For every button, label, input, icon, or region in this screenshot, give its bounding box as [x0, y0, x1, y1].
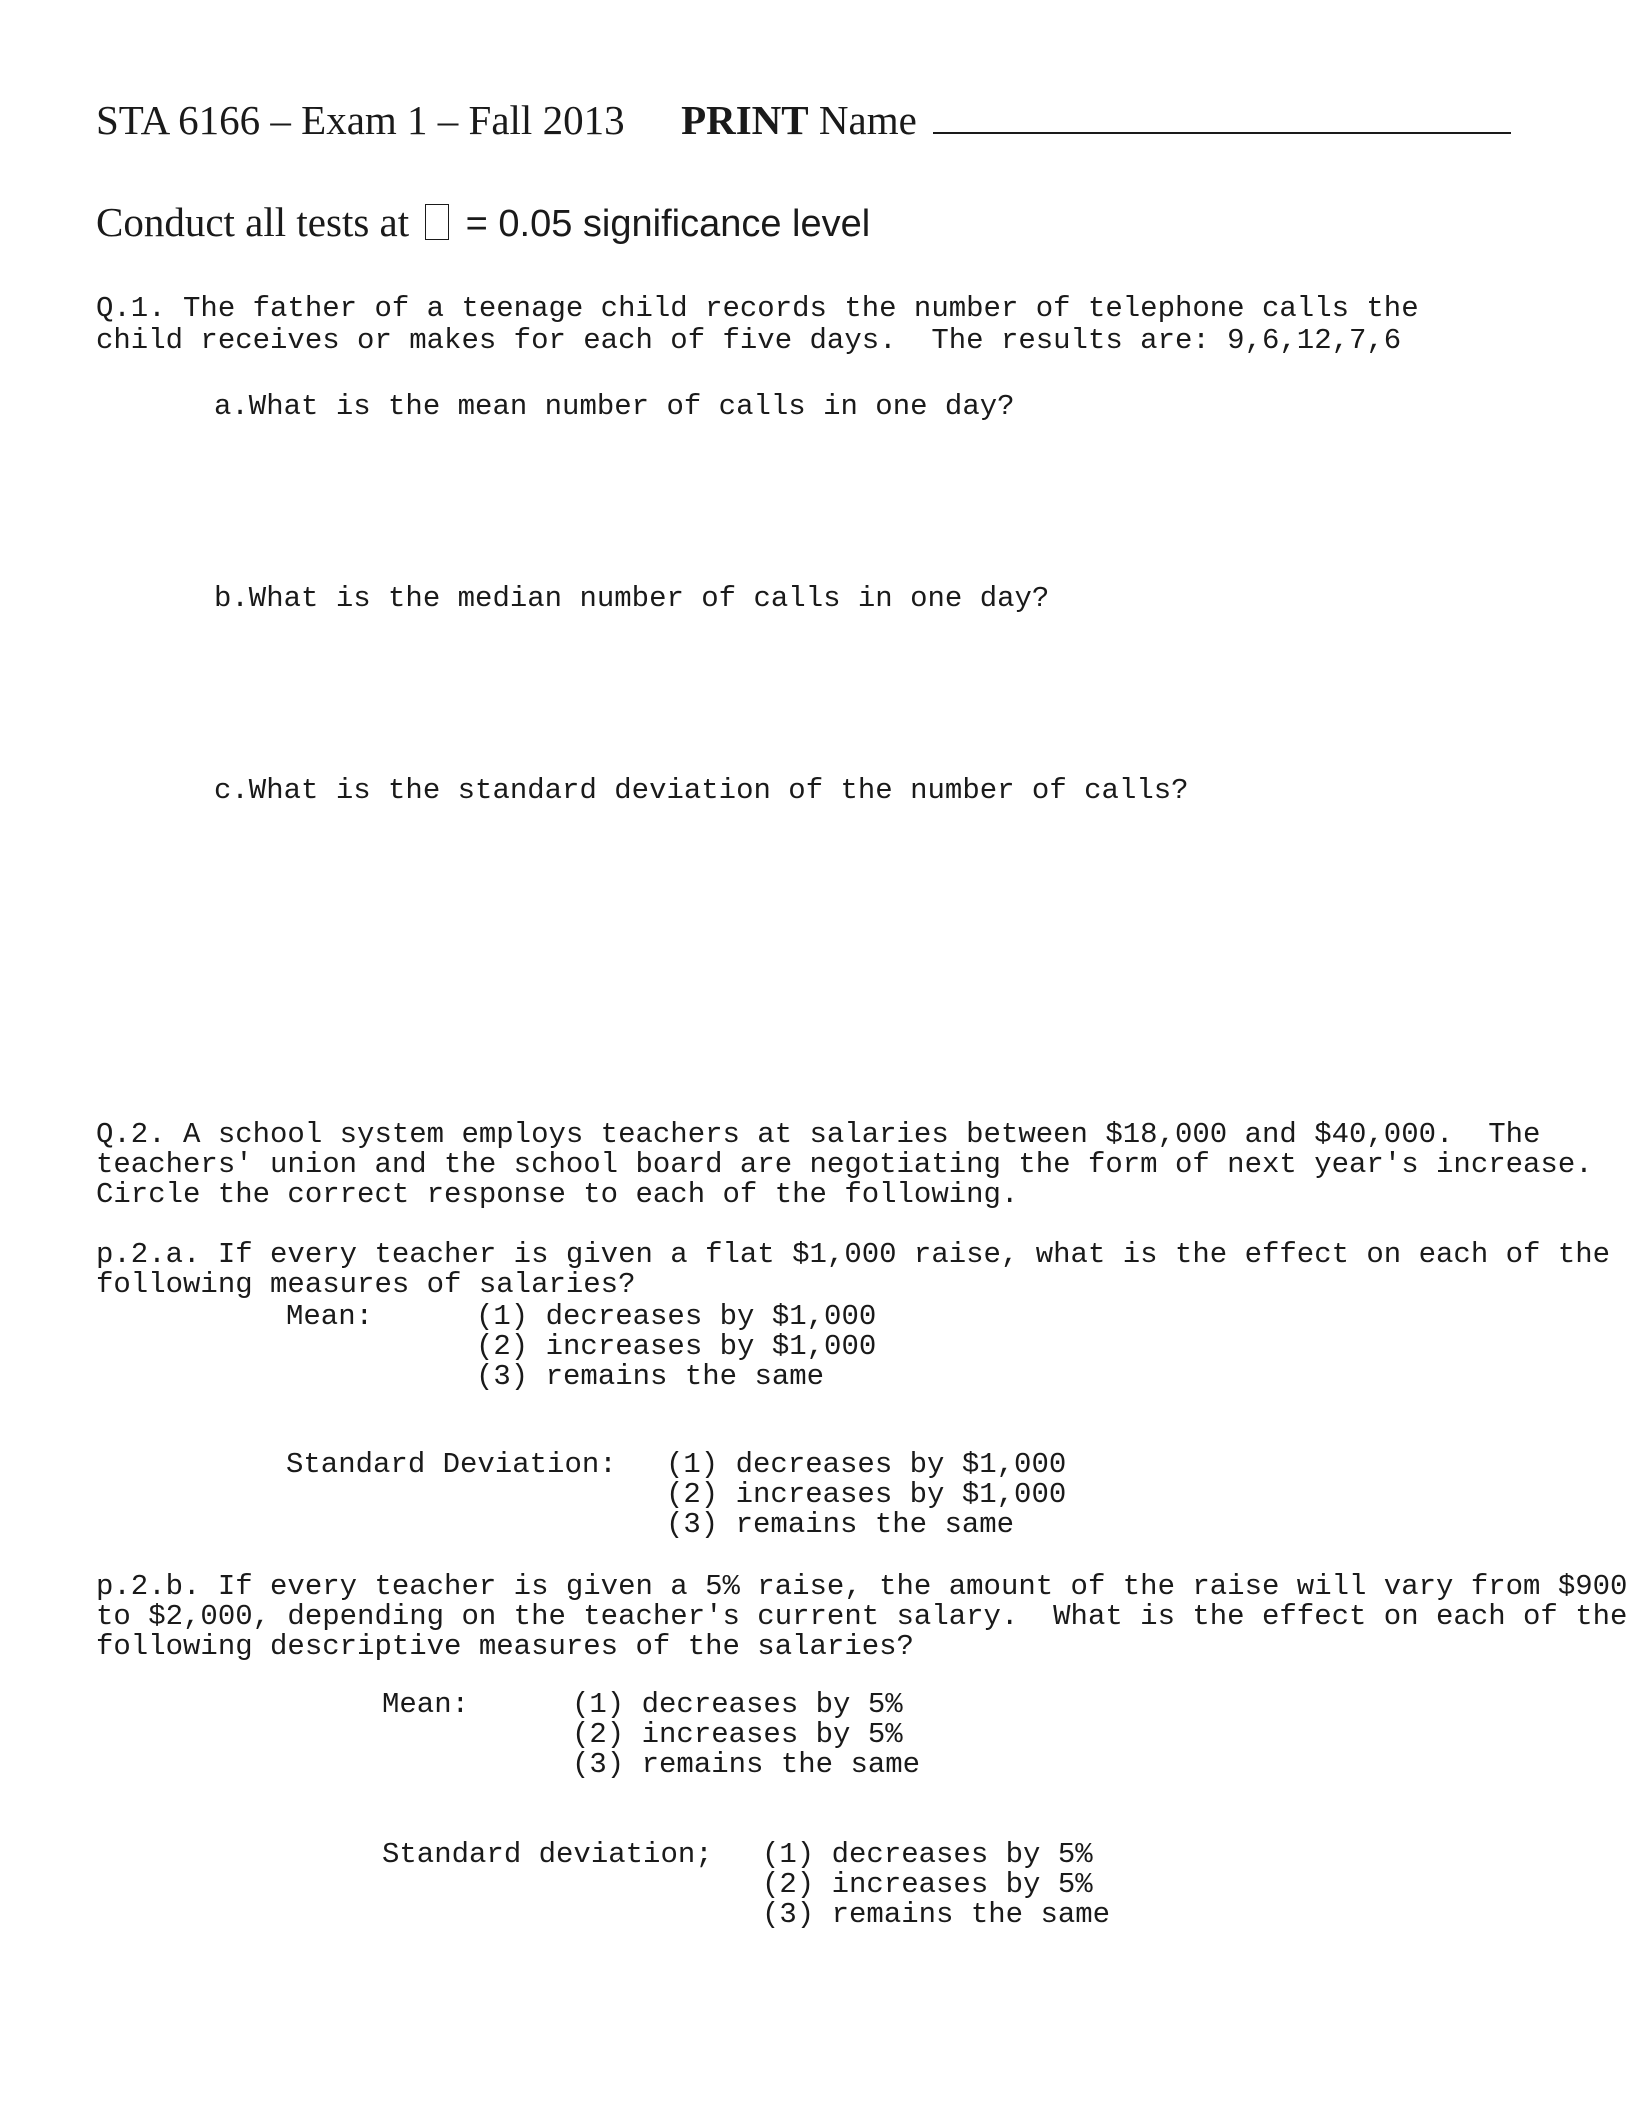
q1-part-b: b.What is the median number of calls in one day?	[214, 582, 1050, 615]
q2b-line-1: p.2.b. If every teacher is given a 5% raise, the amount of the raise will vary from $900	[96, 1570, 1628, 1603]
q2b-line-2: to $2,000, depending on the teacher's current salary. What is the effect on each of the	[96, 1600, 1628, 1633]
q2a-mean-option[interactable]: (3) remains the same	[476, 1360, 825, 1393]
q2b-sd-label: Standard deviation;	[382, 1838, 713, 1871]
course-title: STA 6166 – Exam 1 – Fall 2013	[96, 97, 625, 143]
q2a-mean-option[interactable]: (2) increases by $1,000	[476, 1330, 877, 1363]
q2a-sd-label: Standard Deviation:	[286, 1448, 617, 1481]
name-blank-line[interactable]	[933, 102, 1511, 134]
q2-intro-line-3: Circle the correct response to each of the following.	[96, 1178, 1019, 1211]
q2a-sd-option[interactable]: (1) decreases by $1,000	[666, 1448, 1067, 1481]
q2-intro-line-2: teachers' union and the school board are negotiating the form of next year's increase.	[96, 1148, 1593, 1181]
q2a-mean-option[interactable]: (1) decreases by $1,000	[476, 1300, 877, 1333]
q1-part-c: c.What is the standard deviation of the number of calls?	[214, 774, 1189, 807]
q1-intro-line-1: Q.1. The father of a teenage child records the number of telephone calls the	[96, 292, 1419, 325]
missing-glyph-box-icon	[425, 204, 449, 240]
q2a-mean-label: Mean:	[286, 1300, 374, 1333]
print-label: PRINT	[681, 97, 809, 143]
q2a-sd-option[interactable]: (2) increases by $1,000	[666, 1478, 1067, 1511]
q2a-line-2: following measures of salaries?	[96, 1268, 636, 1301]
q2b-mean-label: Mean:	[382, 1688, 470, 1721]
q2b-mean-option[interactable]: (3) remains the same	[572, 1748, 921, 1781]
q2a-sd-option[interactable]: (3) remains the same	[666, 1508, 1015, 1541]
q2-intro-line-1: Q.2. A school system employs teachers at salaries between $18,000 and $40,000. The	[96, 1118, 1541, 1151]
q2b-line-3: following descriptive measures of the salaries?	[96, 1630, 914, 1663]
q2b-mean-option[interactable]: (1) decreases by 5%	[572, 1688, 903, 1721]
instructions-suffix: = 0.05 significance level	[465, 203, 871, 245]
q1-part-a: a.What is the mean number of calls in one day?	[214, 390, 1015, 423]
q2b-mean-option[interactable]: (2) increases by 5%	[572, 1718, 903, 1751]
instructions-prefix: Conduct all tests at	[96, 199, 410, 245]
exam-header	[96, 96, 1511, 144]
q2b-sd-option[interactable]: (2) increases by 5%	[762, 1868, 1093, 1901]
name-label: Name	[818, 97, 917, 143]
q1-intro-line-2: child receives or makes for each of five days. The results are: 9,6,12,7,6	[96, 324, 1402, 357]
q2a-line-1: p.2.a. If every teacher is given a flat $1,000 raise, what is the effect on each of the	[96, 1238, 1611, 1271]
q2b-sd-option[interactable]: (3) remains the same	[762, 1898, 1111, 1931]
q2b-sd-option[interactable]: (1) decreases by 5%	[762, 1838, 1093, 1871]
instructions-line	[96, 198, 870, 246]
